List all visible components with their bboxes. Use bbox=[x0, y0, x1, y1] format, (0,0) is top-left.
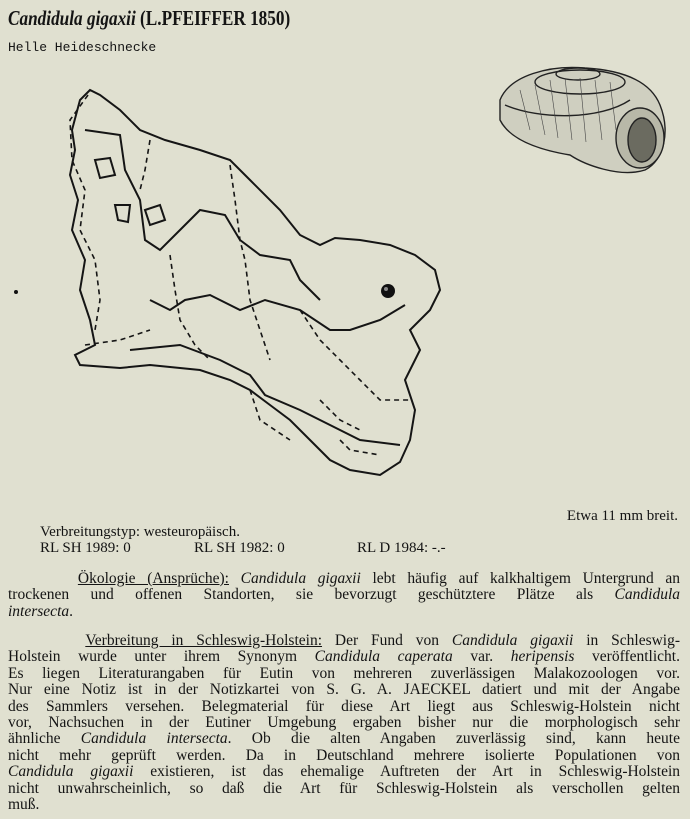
species-name: Candidula gigaxii bbox=[8, 6, 136, 30]
text-segment: muß. bbox=[8, 795, 40, 813]
text-segment: nicht mehr geprüft werden. Da in Deutschland mehrere isolierte Populationen von bbox=[8, 746, 680, 764]
section-heading: Verbreitung in Schleswig-Holstein: bbox=[85, 632, 323, 649]
text-segment: veröffentlicht. bbox=[574, 648, 680, 666]
species-author: (L.PFEIFFER 1850) bbox=[140, 6, 291, 30]
text-segment: Nur eine Notiz ist in der Notizkartei von S. G. A. JAECKEL datiert und mit der Angabe bbox=[8, 681, 680, 699]
text-line bbox=[8, 748, 680, 764]
paragraph-oekologie bbox=[8, 571, 680, 620]
red-list-sh-1989: RL SH 1989: 0 bbox=[40, 540, 131, 556]
text-segment bbox=[229, 570, 241, 587]
species-name-text: intersecta bbox=[8, 602, 70, 620]
distribution-type: Verbreitungstyp: westeuropäisch. bbox=[40, 524, 240, 540]
text-line bbox=[8, 666, 680, 682]
species-name-text: heripensis bbox=[510, 648, 575, 666]
page-title bbox=[8, 6, 290, 31]
text-line bbox=[8, 587, 680, 603]
text-segment bbox=[8, 570, 78, 587]
paragraph-verbreitung bbox=[8, 633, 680, 813]
text-line bbox=[8, 571, 680, 587]
text-segment: lebt häufig auf kalkhaltigem Untergrund an bbox=[360, 570, 681, 587]
text-segment: Holstein wurde unter ihrem Synonym bbox=[8, 648, 315, 666]
text-line bbox=[8, 781, 680, 797]
find-location-marker bbox=[381, 284, 395, 298]
text-segment bbox=[8, 632, 85, 649]
text-line bbox=[8, 604, 680, 620]
text-line bbox=[8, 797, 680, 813]
species-name-text: Candidula gigaxii bbox=[8, 763, 134, 781]
text-line bbox=[8, 699, 680, 715]
map-outline bbox=[70, 90, 440, 475]
text-segment: Es liegen Literaturangaben für Eutin von mehreren zuverlässigen Malakozoologen vor. bbox=[8, 664, 680, 682]
text-segment: des Sammlers versehen. Belegmaterial für diese Art liegt aus Schleswig-Holstein nicht bbox=[8, 697, 680, 715]
text-line bbox=[8, 715, 680, 731]
text-segment: ähnliche bbox=[8, 730, 81, 748]
distribution-map bbox=[0, 80, 460, 490]
text-segment: . Ob die alten Angaben zuverlässig sind, kann heute bbox=[227, 730, 680, 748]
text-segment: trockenen und offenen Standorten, sie bevorzugt geschütztere Plätze als bbox=[8, 586, 615, 604]
text-line bbox=[8, 764, 680, 780]
shell-illustration bbox=[490, 60, 680, 180]
text-segment: nicht unwahrscheinlich, so daß die Art für Schleswig-Holstein als verschollen gelten bbox=[8, 779, 680, 797]
red-list-sh-1982: RL SH 1982: 0 bbox=[194, 540, 285, 556]
text-line bbox=[8, 731, 680, 747]
species-name-text: Candidula gigaxii bbox=[451, 632, 574, 649]
text-line bbox=[8, 682, 680, 698]
red-list-d-1984: RL D 1984: -.- bbox=[357, 540, 446, 556]
section-heading: Ökologie (Ansprüche): bbox=[77, 570, 229, 587]
species-name-text: Candidula caperata bbox=[314, 648, 453, 666]
text-segment: in Schleswig- bbox=[573, 632, 681, 649]
species-name-text: Candidula bbox=[614, 586, 680, 604]
text-segment: vor, Nachsuchen in der Eutiner Umgebung ergaben bisher nur die morphologisch sehr bbox=[8, 713, 680, 731]
text-line bbox=[8, 649, 680, 665]
text-segment: existieren, ist das ehemalige Auftreten der Art in Schleswig-Holstein bbox=[133, 763, 681, 781]
text-segment: . bbox=[69, 602, 73, 620]
text-segment: Der Fund von bbox=[322, 632, 452, 649]
common-name: Helle Heideschnecke bbox=[8, 40, 157, 55]
text-segment: var. bbox=[452, 648, 511, 666]
size-note: Etwa 11 mm breit. bbox=[566, 508, 678, 524]
text-line bbox=[8, 633, 680, 649]
species-name-text: Candidula intersecta bbox=[80, 730, 228, 748]
species-name-text: Candidula gigaxii bbox=[240, 570, 361, 587]
